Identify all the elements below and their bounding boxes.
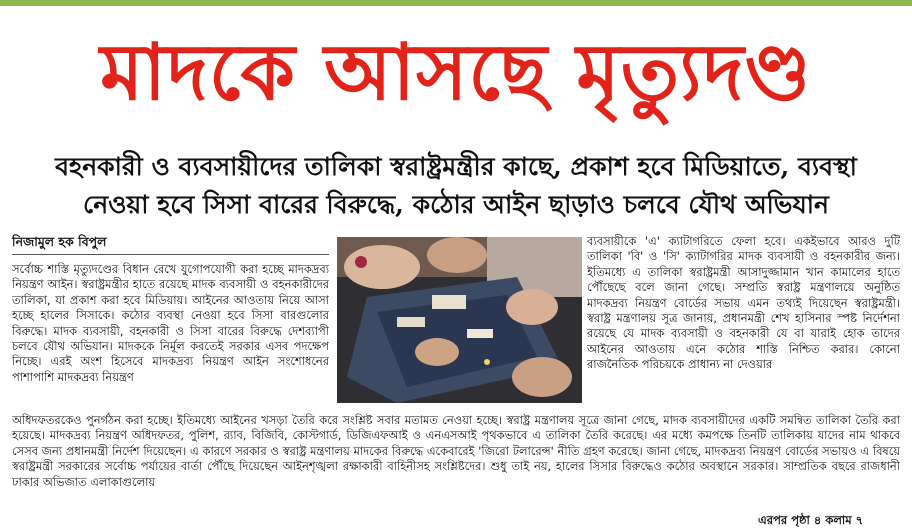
news-photo: [337, 237, 582, 403]
subheadline-line-2: নেওয়া হবে সিসা বারের বিরুদ্ধে, কঠোর আইন ছাড়াও চলবে যৌথ অভিযান: [83, 190, 829, 219]
article-left-column: [12, 262, 329, 427]
article-right-column: [587, 234, 900, 414]
subheadline: [20, 148, 892, 224]
right-column-text: ব্যবসায়ীকে 'এ' ক্যাটাগরিতে ফেলা হবে। একইভাবে আরও দুটি তালিকা 'বি' ও 'সি' ক্যাটাগরির মাদক ব্যবসায়ী ও বহনকারীর জন্য। ইতিমধ্যে এ তালিকা স্বরাষ্ট্রমন্ত্রী আসাদুজ্জামান খান কামালের হাতে পৌঁছেছে বলে জানা গেছে। সম্প্রতি স্বরাষ্ট্র মন্ত্রণালয়ে অনুষ্ঠিত মাদকদ্রব্য নিয়ন্ত্রণ বোর্ডের সভায় এমন তথ্যই দিয়েছেন স্বরাষ্ট্রমন্ত্রী। স্বরাষ্ট্র মন্ত্রণালয় সূত্র জানায়, প্রধানমন্ত্রী শেখ হাসিনার স্পষ্ট নির্দেশনা রয়েছে যে মাদক ব্যবসায়ী ও বহনকারী যে বা যারাই হোক তাদের আইনের আওতায় এনে কঠোর শাস্তি নিশ্চিত করার। কোনো রাজনৈতিক পরিচয়কে প্রাধান্য না দেওয়ার: [587, 234, 900, 372]
byline-divider: [12, 254, 329, 255]
continuation-note[interactable]: এরপর পৃষ্ঠা ৪ কলাম ৭: [752, 512, 863, 528]
byline: নিজামুল হক বিপুল: [12, 234, 107, 249]
headline: মাদকে আসছে মৃত্যুদণ্ড: [100, 28, 812, 118]
left-column-text: সর্বোচ্চ শাস্তি মৃত্যুদণ্ডের বিধান রেখে যুগোপযোগী করা হচ্ছে মাদকদ্রব্য নিয়ন্ত্রণ আইন। স্বরাষ্ট্রমন্ত্রীর হাতে রয়েছে মাদক ব্যবসায়ী ও বহনকারীদের তালিকা, যা প্রকাশ করা হবে মিডিয়ায়। আইনের আওতায় নিয়ে আসা হচ্ছে হালের সিসাকে। কঠোর ব্যবস্থা নেওয়া হবে সিসা বারগুলোর বিরুদ্ধে। মাদক ব্যবসায়ী, বহনকারী ও সিসা বারের বিরুদ্ধে দেশব্যাপী চলবে যৌথ অভিযান। মাদককে নির্মূল করতেই সরকার এসব পদক্ষেপ নিচ্ছে। এরই অংশ হিসেবে মাদকদ্রব্য নিয়ন্ত্রণ আইন সংশোধনের পাশাপাশি মাদকদ্রব্য নিয়ন্ত্রণ: [12, 262, 329, 384]
subheadline-line-1: বহনকারী ও ব্যবসায়ীদের তালিকা স্বরাষ্ট্রমন্ত্রীর কাছে, প্রকাশ হবে মিডিয়াতে, ব্যবস্থা: [55, 152, 857, 181]
bottom-text: অধিদফতরকেও পুনর্গঠন করা হচ্ছে। ইতিমধ্যে আইনের খসড়া তৈরি করে সংশ্লিষ্ট সবার মতামত নেওয়া হচ্ছে। স্বরাষ্ট্র মন্ত্রণালয় সূত্রে জানা গেছে, মাদক ব্যবসায়ীদের একটি সমন্বিত তালিকা তৈরি করা হয়েছে। মাদকদ্রব্য নিয়ন্ত্রণ অধিদফতর, পুলিশ, র‌্যাব, বিজিবি, কোস্টগার্ড, ডিজিএফআই ও এনএসআই পৃথকভাবে এ তালিকা তৈরি করেছে। এর মধ্যে কমপক্ষে তিনটি তালিকায় যাদের নাম থাকবে সেসব জন্য প্রধানমন্ত্রী নির্দেশ দিয়েছেন। এ কারণে সরকার ও স্বরাষ্ট্র মন্ত্রণালয় মাদকের বিরুদ্ধে একেবারেই 'জিরো টলারেন্স' নীতি গ্রহণ করেছে। জানা গেছে, মাদকদ্রব্য নিয়ন্ত্রণ বোর্ডের সভায়ও এ বিষয়ে স্বরাষ্ট্রমন্ত্রী সরকারের সর্বোচ্চ পর্যায়ের বার্তা পৌঁছে দিয়েছেন আইনশৃঙ্খলা রক্ষাকারী বাহিনীসহ সংশ্লিষ্টদের। শুধু তাই নয়, হালের সিসার বিরুদ্ধেও কঠোর অবস্থানে সরকার। সাম্প্রতিক বছরে রাজধানী ঢাকার অভিজাত এলাকাগুলোয়: [12, 413, 900, 489]
top-rule: [0, 0, 912, 6]
